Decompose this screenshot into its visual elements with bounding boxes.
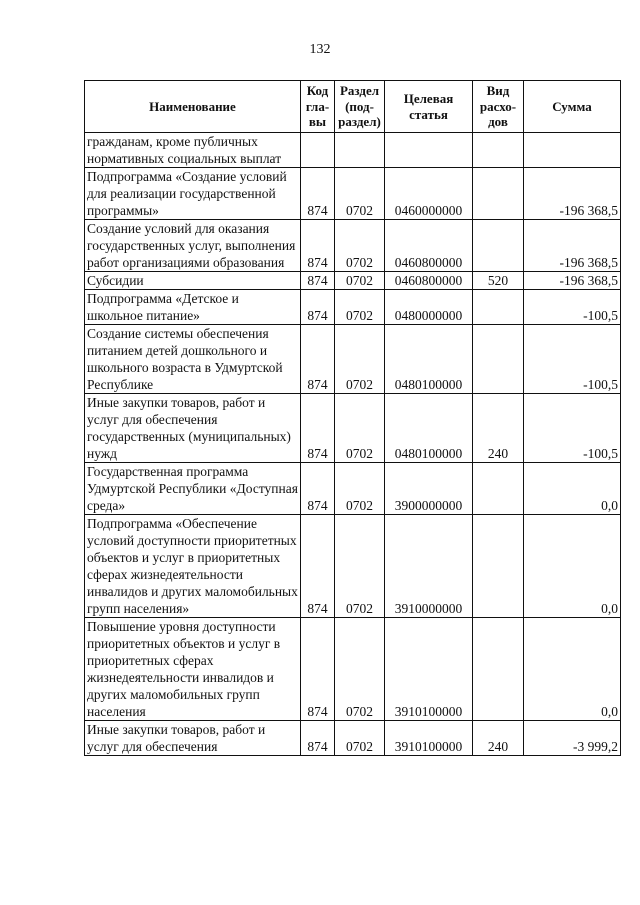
cell-type	[473, 290, 524, 325]
header-row	[85, 81, 621, 133]
header-name: Наименование	[85, 81, 301, 133]
header-type: Вид расхо- дов	[473, 81, 524, 133]
cell-name: Создание условий для оказания государственных услуг, выполнения работ организациями образования	[85, 220, 301, 272]
cell-sum	[524, 133, 621, 168]
cell-type: 240	[473, 394, 524, 463]
cell-name: Создание системы обеспечения питанием детей дошкольного и школьного возраста в Удмуртской Республике	[85, 325, 301, 394]
table-row	[85, 325, 621, 394]
cell-sum: 0,0	[524, 618, 621, 721]
cell-target: 3900000000	[385, 463, 473, 515]
cell-section: 0702	[335, 220, 385, 272]
cell-code: 874	[301, 515, 335, 618]
table-row	[85, 515, 621, 618]
cell-type	[473, 325, 524, 394]
cell-type	[473, 220, 524, 272]
cell-sum: -196 368,5	[524, 220, 621, 272]
cell-section: 0702	[335, 290, 385, 325]
header-section: Раздел (под- раздел)	[335, 81, 385, 133]
cell-sum: -196 368,5	[524, 272, 621, 290]
cell-code: 874	[301, 168, 335, 220]
cell-section: 0702	[335, 394, 385, 463]
cell-name: Подпрограмма «Детское и школьное питание»	[85, 290, 301, 325]
cell-section: 0702	[335, 325, 385, 394]
cell-sum: 0,0	[524, 463, 621, 515]
cell-type	[473, 515, 524, 618]
page-number: 132	[309, 42, 331, 57]
cell-section: 0702	[335, 618, 385, 721]
cell-sum: -3 999,2	[524, 721, 621, 756]
cell-code	[301, 133, 335, 168]
cell-name: Повышение уровня доступности приоритетных объектов и услуг в приоритетных сферах жизнедеятельности инвалидов и других маломобильных групп населения	[85, 618, 301, 721]
cell-name: гражданам, кроме публичных нормативных социальных выплат	[85, 133, 301, 168]
cell-target: 0460000000	[385, 168, 473, 220]
cell-code: 874	[301, 721, 335, 756]
table-header	[85, 81, 621, 133]
cell-code: 874	[301, 272, 335, 290]
cell-type	[473, 168, 524, 220]
table-row	[85, 394, 621, 463]
cell-sum: -100,5	[524, 290, 621, 325]
cell-name: Иные закупки товаров, работ и услуг для обеспечения	[85, 721, 301, 756]
header-target: Целевая статья	[385, 81, 473, 133]
cell-target: 3910100000	[385, 618, 473, 721]
cell-code: 874	[301, 290, 335, 325]
cell-target: 3910000000	[385, 515, 473, 618]
cell-section: 0702	[335, 515, 385, 618]
cell-sum: -100,5	[524, 394, 621, 463]
table-row	[85, 290, 621, 325]
table-row	[85, 618, 621, 721]
cell-name: Подпрограмма «Обеспечение условий доступности приоритетных объектов и услуг в приоритетных сферах жизнедеятельности инвалидов и других маломобильных групп населения»	[85, 515, 301, 618]
cell-target: 0460800000	[385, 220, 473, 272]
cell-target: 3910100000	[385, 721, 473, 756]
header-sum: Сумма	[524, 81, 621, 133]
cell-section: 0702	[335, 463, 385, 515]
cell-sum: -100,5	[524, 325, 621, 394]
cell-type	[473, 463, 524, 515]
cell-target: 0480100000	[385, 325, 473, 394]
cell-section: 0702	[335, 272, 385, 290]
table-row	[85, 133, 621, 168]
cell-code: 874	[301, 463, 335, 515]
table-row	[85, 272, 621, 290]
cell-name: Государственная программа Удмуртской Республики «Доступная среда»	[85, 463, 301, 515]
table-body	[85, 133, 621, 756]
cell-name: Подпрограмма «Создание условий для реализации государственной программы»	[85, 168, 301, 220]
cell-code: 874	[301, 220, 335, 272]
cell-type	[473, 618, 524, 721]
table-row	[85, 168, 621, 220]
table-row	[85, 463, 621, 515]
cell-target: 0480000000	[385, 290, 473, 325]
cell-code: 874	[301, 394, 335, 463]
cell-type: 240	[473, 721, 524, 756]
table-row	[85, 721, 621, 756]
cell-name: Субсидии	[85, 272, 301, 290]
header-code: Код гла- вы	[301, 81, 335, 133]
cell-sum: 0,0	[524, 515, 621, 618]
cell-code: 874	[301, 325, 335, 394]
cell-type	[473, 133, 524, 168]
cell-section: 0702	[335, 168, 385, 220]
table-row	[85, 220, 621, 272]
budget-table	[84, 80, 621, 756]
cell-name: Иные закупки товаров, работ и услуг для обеспечения государственных (муниципальных) нужд	[85, 394, 301, 463]
cell-target: 0460800000	[385, 272, 473, 290]
cell-section	[335, 133, 385, 168]
cell-code: 874	[301, 618, 335, 721]
cell-target: 0480100000	[385, 394, 473, 463]
cell-target	[385, 133, 473, 168]
cell-section: 0702	[335, 721, 385, 756]
cell-type: 520	[473, 272, 524, 290]
cell-sum: -196 368,5	[524, 168, 621, 220]
